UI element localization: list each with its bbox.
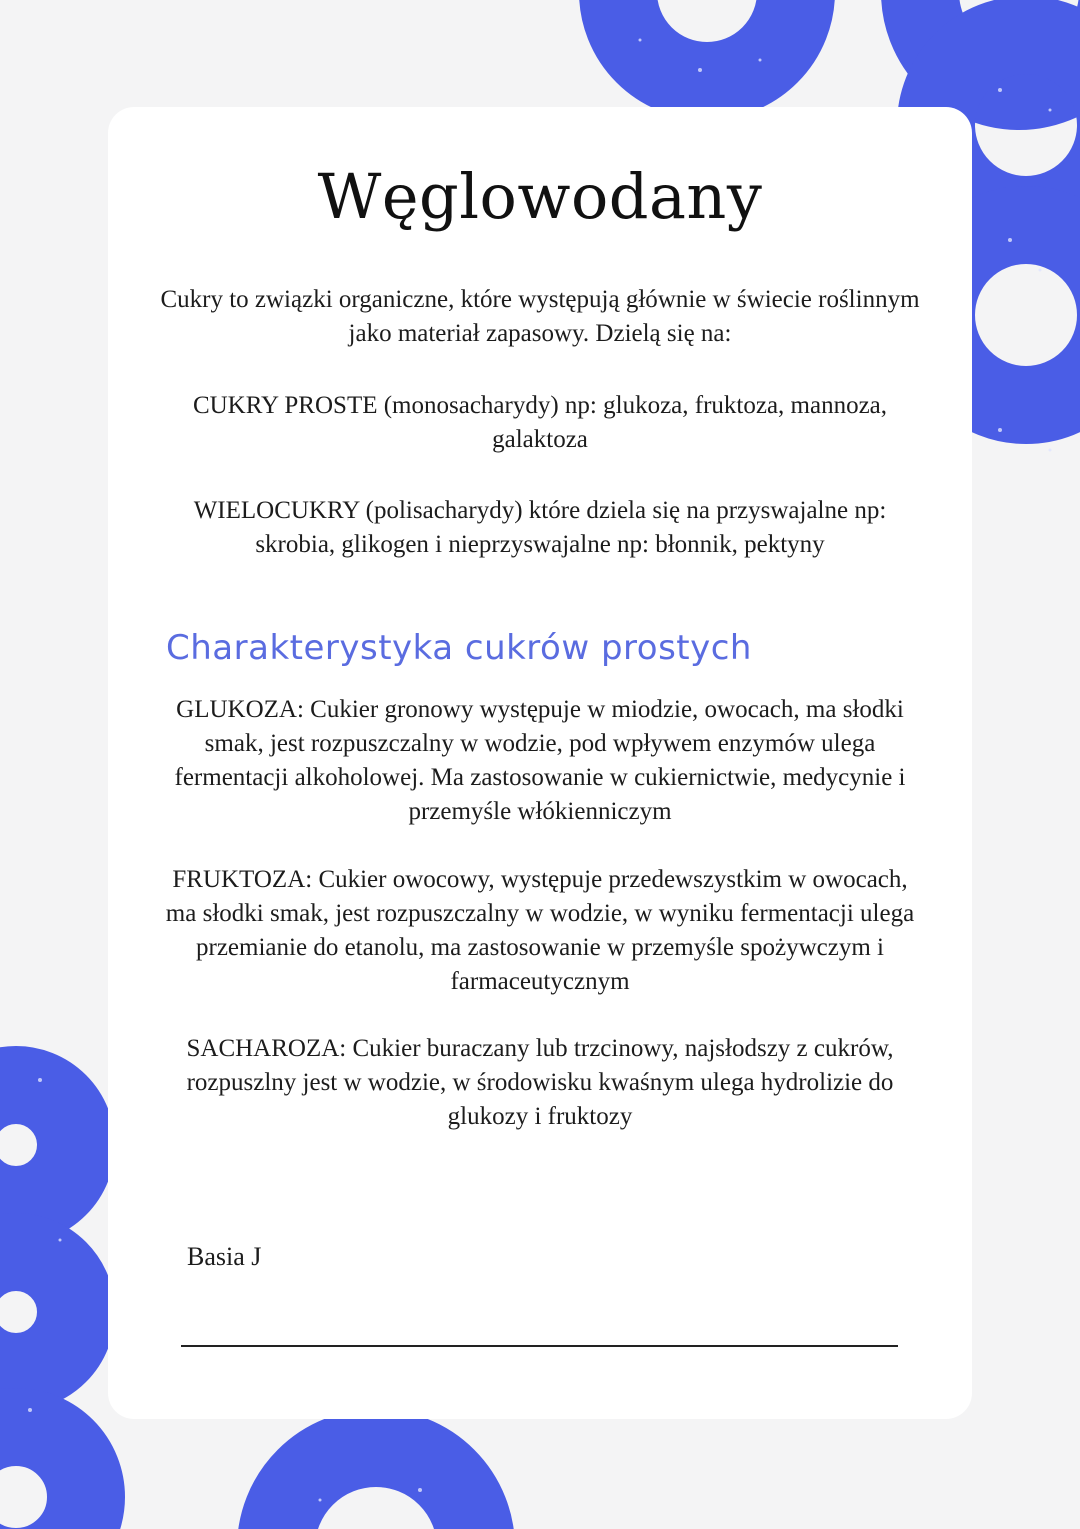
sucrose-paragraph: SACHAROZA: Cukier buraczany lub trzcinowy, najsłodszy z cukrów, rozpuszlny jest w wodzie, w środowisku kwaśnym ulega hydrolizie do glukozy i fruktozy — [186, 1035, 894, 1130]
decorative-arc-left-middle — [0, 1252, 76, 1372]
decorative-arc-bottom-center — [276, 1448, 476, 1529]
simple-sugars-paragraph: CUKRY PROSTE (monosacharydy) np: glukoza, fruktoza, mannoza, galaktoza — [192, 392, 888, 453]
intro-paragraph: Cukry to związki organiczne, które występują głównie w świecie roślinnym jako materiał zapasowy. Dzielą się na: — [160, 286, 920, 347]
decorative-arc-top-center — [618, 0, 796, 81]
fructose-paragraph: FRUKTOZA: Cukier owocowy, występuje przedewszystkim w owocach, ma słodki smak, jest rozpuszczalny w wodzie, w wyniku fermentacji ulega przemianie do etanolu, ma zastosowanie w przemyśle spożywczym i farmaceutycznym — [165, 866, 915, 995]
author-signature: Basia J — [187, 1242, 262, 1271]
glucose-paragraph: GLUKOZA: Cukier gronowy występuje w miodzie, owocach, ma słodki smak, jest rozpuszczalny w wodzie, pod wpływem enzymów ulega fermentacji alkoholowej. Ma zastosowanie w cukiernictwie, medycynie i przemyśle włókienniczym — [174, 696, 906, 825]
decorative-arc-left-upper — [0, 1085, 76, 1205]
signature-line — [181, 1345, 898, 1347]
polysaccharides-paragraph: WIELOCUKRY (polisacharydy) które dziela się na przyswajalne np: skrobia, glikogen i nieprzyswajalne np: błonnik, pektyny — [193, 497, 887, 558]
decorative-arc-left-bottom — [0, 1427, 86, 1529]
section-heading: Charakterystyka cukrów prostych — [166, 628, 752, 668]
page-title: Węglowodany — [317, 160, 763, 233]
